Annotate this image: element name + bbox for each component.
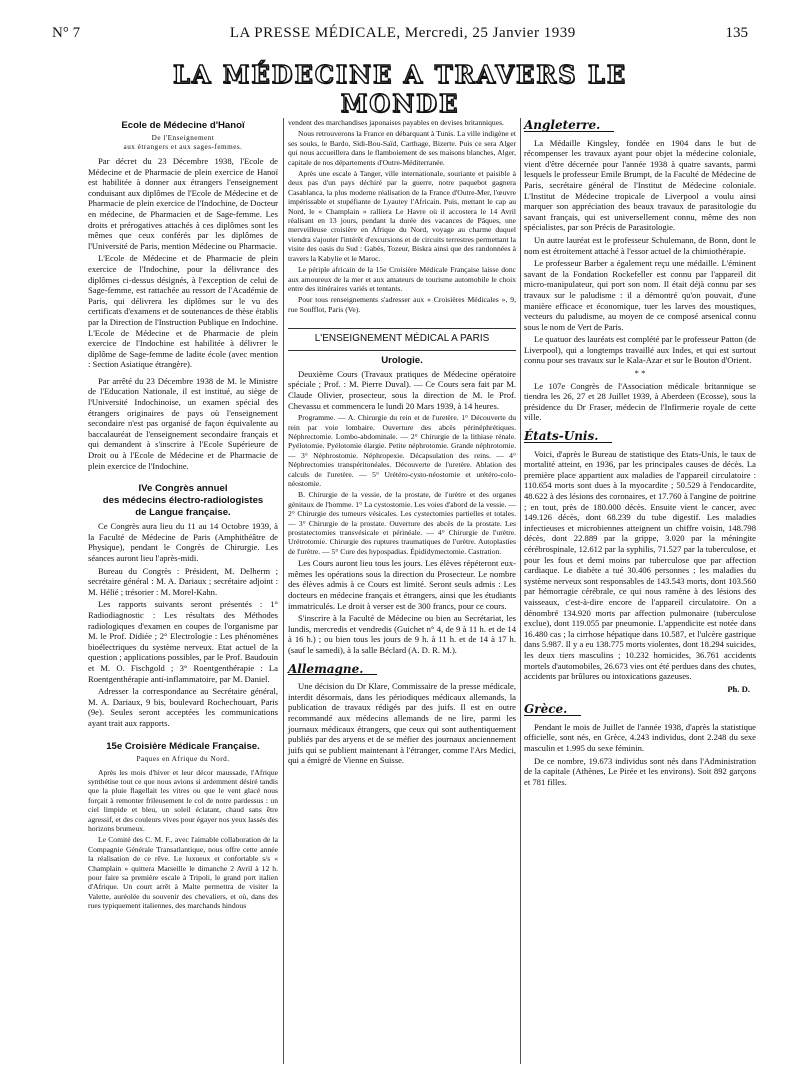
- angleterre-paragraph: La Médaille Kingsley, fondée en 1904 dans le but de récompenser les travaux ayant pour objet la médecine coloniale, vient d'être décernée pour l'année 1938 à quatre savants, parmi lesquels le professeur Emile Brumpt, de la Faculté de Médecine de Paris, secrétaire général de l'Institut de Médecine coloniale. L'Institut de Médecine tropicale de Liverpool a voulu ainsi marquer son appréciation des beaux travaux de parasitologie du savant français, qui est universellement connu, même des non spécialistes, par son Précis de Parasitologie.: [524, 137, 756, 233]
- congres-paragraph: Bureau du Congrès : Président, M. Delherm ; secrétaire général : M. A. Dariaux ; secrétaire adjoint : M. Hélié ; trésorier : M. Morel-Kahn.: [88, 565, 278, 597]
- congres-title-3: de Langue française.: [135, 507, 231, 519]
- croisiere-paragraph: Pour tous renseignements s'adresser aux « Croisières Médicales », 9, rue Soufflot, Paris (Ve).: [288, 295, 516, 314]
- hanoi-title: Ecole de Médecine d'Hanoï: [121, 120, 245, 131]
- croisiere-title: 15e Croisière Médicale Française.: [106, 740, 260, 752]
- urologie-programme: Programme. — A. Chirurgie du rein et de l'uretère. 1° Découverte du rein par voie lombaire. Ouverture des abcès périnéphrétiques. Néphrectomie. Lombo-abdominale. — 2° Chirurgie de la lithiase rénale. Pyélotomie. Pyélotomie élargie. Petite néphrotomie. Grande néphrotomie. — 3° Néphrostomie. Néphropexie. Décapsulation des reins. — 4° Néphrectomies transpéritonéales. Découverte de l'uretère. Ablation des calculs de l'uretère. — 5° Urétéro-cysto-néostomie et urétéro-colo-néostomie.: [288, 413, 516, 488]
- column-rule: [283, 118, 284, 1064]
- hanoi-paragraph: L'Ecole de Médecine et de Pharmacie de plein exercice de l'Indochine, pour la délivrance des diplômes ci-dessus désignés, à l'exception de celui de Sage-femme, est rattachée au ressort de l'Académie de Paris, qui délivrera les diplômes sur le vu des certificats d'examens et de soutenances de thèse établis par la Direction de l'Instruction Publique en Indochine. L'Ecole de Médecine et de Pharmacie de plein exercice de l'Indochine est habilitée à délivrer le diplôme de Sage-femme de ladite école (avec mention : Section Asiatique étrangère).: [88, 253, 278, 370]
- croisiere-continued: vendent des marchandises japonaises payables en devises britanniques.: [288, 118, 504, 127]
- angleterre-paragraph: Un autre lauréat est le professeur Schulemann, de Bonn, dont le nom est étroitement attaché à l'essor actuel de la chimiothérapie.: [524, 234, 756, 256]
- hanoi-paragraph: Par décret du 23 Décembre 1938, l'Ecole de Médecine et de Pharmacie de plein exercice de Hanoï est habilitée à donner aux étrangers l'enseignement conduisant aux diplômes de l'Ecole de Médecine et de Pharmacie de plein exercice de l'Indochine, de Docteur en médecine, de Pharmacien et de Sage-femme. Les droits et prérogatives attachés à ces diplômes sont les mêmes que ceux conférés par les diplômes de l'Université de Paris, mention Médecine ou Pharmacie.: [88, 156, 278, 251]
- hanoi-subtitle: [88, 134, 278, 152]
- hanoi-sub2: aux étrangers et aux sages-femmes.: [123, 143, 243, 151]
- croisiere-paragraph: Nous retrouverons la France en débarquant à Tunis. La ville indigène et ses souks, le Bardo, Sidi-Bou-Saïd, Carthage, Bizerte. Puis ce sera Alger qui nous accueillera dans le flamboiement de ses maisons blanches, Alger, capitale de nos départements d'Outre-Méditerranée.: [288, 129, 516, 167]
- congres-title: [88, 483, 278, 519]
- urologie-paragraph: S'inscrire à la Faculté de Médecine ou bien au Secrétariat, les lundis, mercredis et vendredis (Guichet n° 4, de 9 à 11 h. et de 14 à 16 h.) ; ou bien tous les jours de 9 h. à 11 h. et de 14 à 17 h. (sauf le samedi), à la salle Béclard (A. D. R. M.).: [288, 613, 516, 655]
- section-banner: LA MÉDECINE A TRAVERS LE MONDE: [172, 60, 628, 118]
- column-3: [524, 118, 756, 789]
- allemagne-paragraph: Une décision du Dr Klare, Commissaire de la presse médicale, interdit désormais, dans les périodiques médicaux allemands, la publication de travaux rédigés par des juifs. Il est en outre recommandé aux médecins allemands de ne lire, parmi les journaux médicaux étrangers, que ceux qui sont authentiquement publiés par des aryens et de se méfier des journaux anciennement juifs qui se publient maintenant à l'étranger, comme l'Ars Medici, qui a émigré de Vienne en Suisse.: [288, 681, 516, 766]
- urologie-paragraph: Deuxième Cours (Travaux pratiques de Médecine opératoire spéciale ; Prof. : M. Pierre Duval). — Ce Cours sera fait par M. Claude Olivier, prosecteur, sous la direction de M. le Prof. Chevassu et commencera le lundi 20 Mars 1939, à 14 heures.: [288, 368, 516, 411]
- croisiere-paragraph: Après une escale à Tanger, ville internationale, souriante et paisible à deux pas d'un pays déchiré par la guerre, notre paquebot gagnera Casablanca, la plus moderne réalisation de la France d'Outre-Mer, l'œuvre impérissable et stupéfiante de Lyautey l'Africain. Puis, mettant le cap au Nord, le « Champlain » ralliera Le Havre où il accostera le 14 Avril réalisant en 13 jours, pendant la durée des vacances de Pâques, une merveilleuse croisière en Afrique du Nord, voyage au charme duquel viendra s'ajouter l'intérêt d'excursions et de circuits terrestres permettant la visite des oasis du Sud : Gabès, Tozeur, Biskra ainsi que des randonnées à travers la Kabylie et le Maroc.: [288, 169, 516, 263]
- congres-paragraph: Les rapports suivants seront présentés : 1° Radiodiagnostic : Les résultats des Méthodes radiologiques d'examen en coupes de l'organisme par M. le Prof. Didiée ; 2° Electrologie : Les phénomènes bioélectriques du système nerveux. Etat actuel de la question ; applications possibles, par le Prof. Baudouin et M. O. Fischgold ; 3° Roentgenthérapie : La Roentgenthérapie anti-inflammatoire, par M. Daniel.: [88, 599, 278, 684]
- croisiere-subtitle: Paques en Afrique du Nord.: [136, 754, 230, 763]
- urologie-paragraph: Les Cours auront lieu tous les jours. Les élèves répéteront eux-mêmes les opérations sous la direction du Prosecteur. Le nombre des élèves admis à ce Cours est limité. Seront seuls admis : Les docteurs en médecine français et étrangers, ainsi que les étudiants immatriculés. Le droit à verser est de 300 francs, pour ce cours.: [288, 558, 516, 611]
- column-1: [88, 118, 278, 913]
- allemagne-heading: Allemagne.: [288, 664, 377, 676]
- signature: Ph. D.: [727, 683, 750, 694]
- congres-title-1: IVe Congrès annuel: [138, 483, 228, 495]
- croisiere-paragraph: Le Comité des C. M. F., avec l'aimable collaboration de la Compagnie Générale Transatlantique, nous offre cette année la réalisation de ce rêve. Le luxueux et confortable s/s « Champlain » quittera Marseille le dimanche 2 Avril à 12 h. pour faire sa première escale à Tripoli, le grand port italien d'Afrique. Un court arrêt à Malte permettra de visiter la Valette, auréolée du souvenir des chevaliers, et où, dans des rues typiquement italiennes, des marchands hindous: [88, 835, 278, 911]
- page-number: 135: [725, 25, 748, 41]
- congres-title-2: des médecins électro-radiologistes: [102, 495, 264, 507]
- running-header: [52, 20, 748, 42]
- congres-paragraph: Adresser la correspondance au Secrétaire général, M. A. Dariaux, 9 bis, boulevard Rochechouart, Paris (9e). Seules seront acceptées les communications ayant trait aux rapports.: [88, 686, 278, 728]
- grece-paragraph: Pendant le mois de Juillet de l'année 1938, d'après la statistique officielle, sont nés, en Grèce, 4.243 individus, dont 2.248 du sexe masculin et 1.995 du sexe féminin.: [524, 721, 756, 754]
- angleterre-heading: Angleterre.: [524, 120, 614, 132]
- grece-heading: Grèce.: [524, 704, 581, 716]
- etats-unis-heading: États-Unis.: [524, 431, 612, 443]
- hanoi-sub1: De l'Enseignement: [151, 134, 215, 142]
- journal-title: LA PRESSE MÉDICALE, Mercredi, 25 Janvier 1939: [229, 25, 576, 41]
- etats-unis-paragraph: Voici, d'après le Bureau de statistique des Etats-Unis, le taux de mortalité atteint, en 1936, par les principales causes de décès. La première place appartient aux maladies de l'appareil circulatoire : 110.654 morts sont dues à la myocardite ; 50.529 à l'endocardite, 48.622 à des lésions des coronaires, et 17.760 à l'angine de poitrine ; en tout, près de 180.000 décès. Ensuite vient le cancer, avec 149.126 décès, dont 68.239 du tube digestif. Les maladies infectieuses et microbiennes atteignent un chiffre voisin, 148.798 décès, dont 22.889 par la grippe, 3.020 par la méningite cérébrospinale, 12.612 par la syphilis, 71.527 par la tuberculose, et pour les fous et demi moins par tuberculose que par affection cardiaque. Le diabète a tué 30.406 personnes ; les maladies du système nerveux sont responsables de 143.543 morts, dont 103.560 par hémorragie cérébrale, ce qui nous ramène à des lésions des vaisseaux, c'est-à-dire encore de l'appareil circulatoire. On a dénombré 134.920 morts par affection pulmonaire (tuberculose exclue), dont 119.055 par pneumonie. L'appendicite est notée dans 16.480 cas ; la cirrhose hépatique dans 10.587, et l'ulcère gastrique dans 5.987. Il y a eu 138.775 morts violentes, dont 18.294 suicides, les deux tiers masculins ; 10.232 homicides, 36.761 accidents mortels d'automobiles, 26.673 vies ont été perdues dans des chutes, accidents par brûlures ou intoxications gazeuses.: [524, 448, 756, 682]
- croisiere-paragraph: Après les mois d'hiver et leur décor maussade, l'Afrique synthétise tout ce que nous avions si ardemment désiré tandis que la pluie flagellait les vitres ou que le vent glacé nous forçait à remonter frileusement le col de notre pardessus : un ciel limpide et bleu, un soleil éclatant, chaud sans être agressif, et des couleurs vives pour égayer nos yeux lassés des horizons brumeux.: [88, 767, 278, 833]
- angleterre-paragraph: Le quatuor des lauréats est complété par le professeur Patton (de Liverpool), qui a longtemps travaillé aux Indes, et qui est surtout connu pour ses travaux sur le Kala-Azar et sur le Bouton d'Orient.: [524, 334, 756, 366]
- column-rule: [520, 118, 521, 1064]
- urologie-title: Urologie.: [381, 354, 423, 366]
- section-stars: * *: [634, 368, 646, 379]
- croisiere-paragraph: Le périple africain de la 15e Croisière Médicale Française laisse donc aux amoureux de la mer et aux amateurs de tourisme automobile le choix entre des itinéraires variés et tentants.: [288, 265, 516, 293]
- angleterre-paragraph: Le professeur Barber a également reçu une médaille. L'éminent savant de la Fondation Rockefeller est connu par l'appareil dit micro-manipulateur, qui port son nom. Il était déjà connu par ses travaux sur le paludisme : il a démontré qu'on pouvait, d'une manière efficace et économique, tuer les larves des moustiques, vecteurs du paludisme, au moyen de ce composé arsenical connu sous le nom de Vert de Paris.: [524, 258, 756, 332]
- angleterre-paragraph: Le 107e Congrès de l'Association médicale britannique se tiendra les 26, 27 et 28 Juillet 1939, à Aberdeen (Ecosse), sous la présidence du Dr Fraser, médecin de l'Infirmerie royale de cette ville.: [524, 380, 756, 423]
- column-2: [288, 118, 516, 768]
- hanoi-paragraph: Par arrêté du 23 Décembre 1938 de M. le Ministre de l'Education Nationale, il est institué, au siège de l'Université Indochinoise, un examen spécial des étrangers originaires de pays où l'enseignement secondaire n'est pas organisé de façon équivalente au baccalauréat de l'enseignement secondaire français et qui demandent à s'inscrire à l'Ecole Supérieure de Droit ou à l'Ecole de Médecine et de Pharmacie de plein exercice de l'Indochine.: [88, 375, 278, 471]
- congres-paragraph: Ce Congrès aura lieu du 11 au 14 Octobre 1939, à la Faculté de Médecine de Paris (Amphithéâtre de Physique), pendant le Congrès de Chirurgie. Les séances auront lieu l'après-midi.: [88, 521, 278, 563]
- urologie-programme: B. Chirurgie de la vessie, de la prostate, de l'urètre et des organes génitaux de l'homme. 1° La cystostomie. Les voies d'abord de la vessie. — 2° Chirurgie des tumeurs vésicales. Les cystectomies partielles et totales. — 3° Chirurgie de la prostate. Ouverture des abcès de la prostate. Les prostatectomies transvésicale et périnéale. — 4° Chirurgie de l'urètre. Urétrotomie. Chirurgie des ruptures traumatiques de l'urètre. Autoplasties de l'urètre. — 5° Cure des hypospadias. Épididymectomie. Castration.: [288, 490, 516, 556]
- grece-paragraph: De ce nombre, 19.673 individus sont nés dans l'Administration de la capitale (Athènes, Le Pirée et les environs). Soit 892 garçons et 781 filles.: [524, 755, 756, 787]
- issue-number: N° 7: [52, 25, 81, 41]
- enseignement-heading: L'ENSEIGNEMENT MÉDICAL A PARIS: [288, 328, 516, 351]
